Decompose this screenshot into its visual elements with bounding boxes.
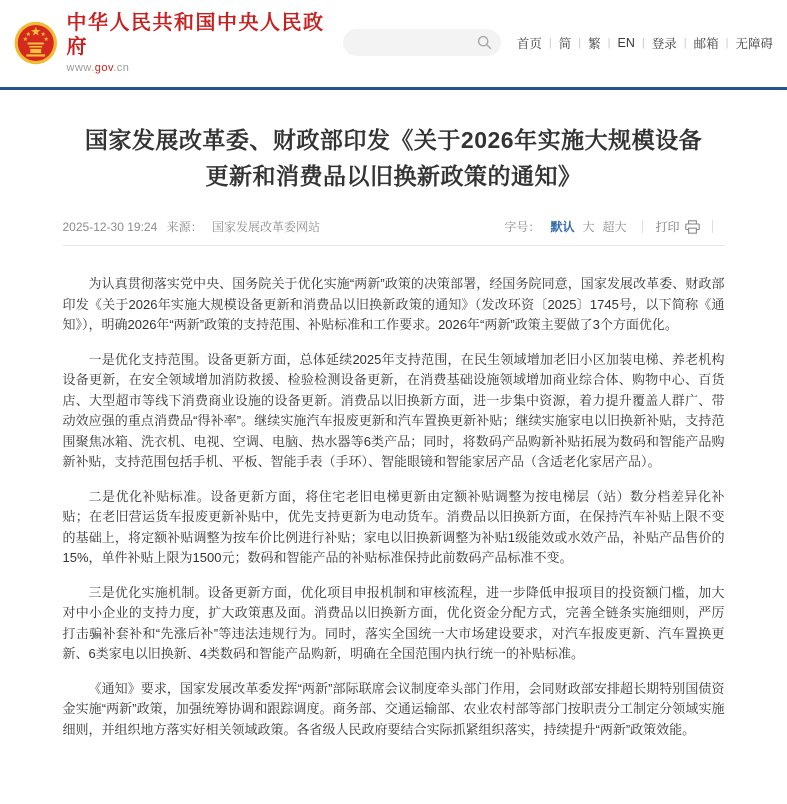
article-meta-row	[63, 218, 725, 245]
article-meta-right	[504, 218, 724, 235]
brand-text	[67, 11, 343, 74]
vertical-divider	[642, 220, 643, 233]
search-icon[interactable]	[477, 35, 492, 50]
nav-item-login[interactable]: 登录	[651, 36, 677, 51]
site-url-www: www.	[66, 62, 95, 74]
paragraph-5: 《通知》要求，国家发展改革委发挥“两新”部际联席会议制度牵头部门作用，会同财政部安排超长期特别国债资金实施“两新”政策，加强统筹协调和跟踪调度。商务部、交通运输部、农业农村部等部门按职责分工制定分领域实施细则，并组织地方落实好相关领域政策。各省级人民政府要结合实际抓紧组织落实，持续提升“两新”政策效能。	[62, 680, 725, 737]
site-header	[0, 0, 787, 90]
vertical-divider	[712, 220, 713, 233]
printer-icon	[685, 220, 700, 234]
search-input[interactable]	[343, 29, 501, 56]
nav-separator: |	[607, 36, 611, 49]
fontsize-default-button[interactable]: 默认	[550, 220, 575, 235]
meta-divider	[63, 245, 725, 246]
article-body	[63, 274, 725, 804]
print-button[interactable]	[655, 218, 699, 235]
source-name: 国家发展改革委网站	[211, 220, 320, 235]
top-nav	[517, 34, 773, 52]
fontsize-xlarge-button[interactable]: 超大	[602, 220, 627, 235]
paragraph-3: 二是优化补贴标准。设备更新方面，将住宅老旧电梯更新由定额补贴调整为按电梯层（站）数分档差异化补贴；在老旧营运货车报废更新补贴中，优先支持更新为电动货车。消费品以旧换新方面，在保持汽车补贴上限不变的基础上，将定额补贴调整为按车价比例进行补贴；家电以旧换新调整为补贴1级能效或水效产品，补贴产品售价的15%，单件补贴上限为1500元；数码和智能产品的补贴标准保持此前数码产品标准不变。	[62, 488, 725, 566]
paragraph-2: 一是优化支持范围。设备更新方面，总体延续2025年支持范围，在民生领域增加老旧小区加装电梯、养老机构设备更新，在安全领域增加消防救援、检验检测设备更新，在消费基础设施领域增加商业综合体、购物中心、百货店、大型超市等线下消费商业设施的设备更新。消费品以旧换新方面，进一步集中资源，着力提升覆盖人群广、带动效应强的重点消费品“得补率”。继续实施汽车报废更新和汽车置换更新补贴；继续实施家电以旧换新补贴，支持范围聚焦冰箱、洗衣机、电视、空调、电脑、热水器等6类产品；同时，将数码产品购新补贴拓展为数码和智能产品购新补贴，支持范围包括手机、平板、智能手表（手环）、智能眼镜和智能家居产品（含适老化家居产品）。	[62, 351, 725, 470]
nav-item-home[interactable]: 首页	[516, 36, 542, 51]
nav-item-english[interactable]: EN	[617, 35, 635, 50]
page-title: 国家发展改革委、财政部印发《关于2026年实施大规模设备更新和消费品以旧换新政策的通知》	[84, 127, 703, 189]
nav-separator: |	[578, 36, 582, 49]
site-title: 中华人民共和国中央人民政府	[66, 12, 325, 58]
article-meta-left	[63, 218, 326, 235]
nav-separator: |	[548, 36, 552, 49]
site-url-cn: .cn	[113, 62, 130, 74]
print-label: 打印	[655, 220, 680, 235]
site-logo-link[interactable]	[14, 11, 343, 74]
header-right	[343, 29, 773, 56]
site-url-gov: gov	[94, 62, 114, 74]
nav-separator: |	[725, 36, 729, 49]
publish-datetime: 2025-12-30 19:24	[62, 220, 158, 235]
nav-item-accessibility[interactable]: 无障碍	[735, 36, 773, 51]
nav-item-simplified[interactable]: 简	[558, 36, 572, 51]
nav-item-mail[interactable]: 邮箱	[693, 36, 719, 51]
national-emblem-icon	[14, 21, 58, 65]
article	[63, 90, 725, 804]
nav-separator: |	[641, 36, 645, 49]
fontsize-large-button[interactable]: 大	[582, 220, 595, 235]
fontsize-label: 字号：	[504, 220, 541, 235]
nav-separator: |	[683, 36, 687, 49]
source-label: 来源：	[166, 220, 203, 235]
paragraph-4: 三是优化实施机制。设备更新方面，优化项目申报机制和审核流程，进一步降低申报项目的投资额门槛，加大对中小企业的支持力度，扩大政策惠及面。消费品以旧换新方面，优化资金分配方式，完善全链条实施细则，严厉打击骗补套补和“先涨后补”等违法违规行为。同时，落实全国统一大市场建设要求，对汽车报废更新、汽车置换更新、6类家电以旧换新、4类数码和智能产品购新，明确在全国范围内执行统一的补贴标准。	[62, 584, 725, 662]
nav-item-traditional[interactable]: 繁	[588, 36, 601, 51]
paragraph-1: 为认真贯彻落实党中央、国务院关于优化实施“两新”政策的决策部署，经国务院同意，国家发展改革委、财政部印发《关于2026年实施大规模设备更新和消费品以旧换新政策的通知》（发改环资〔2025〕1745号，以下简称《通知》），明确2026年“两新”政策的支持范围、补贴标准和工作要求。2026年“两新”政策主要做了3个方面优化。	[62, 276, 725, 333]
site-url	[67, 62, 343, 74]
